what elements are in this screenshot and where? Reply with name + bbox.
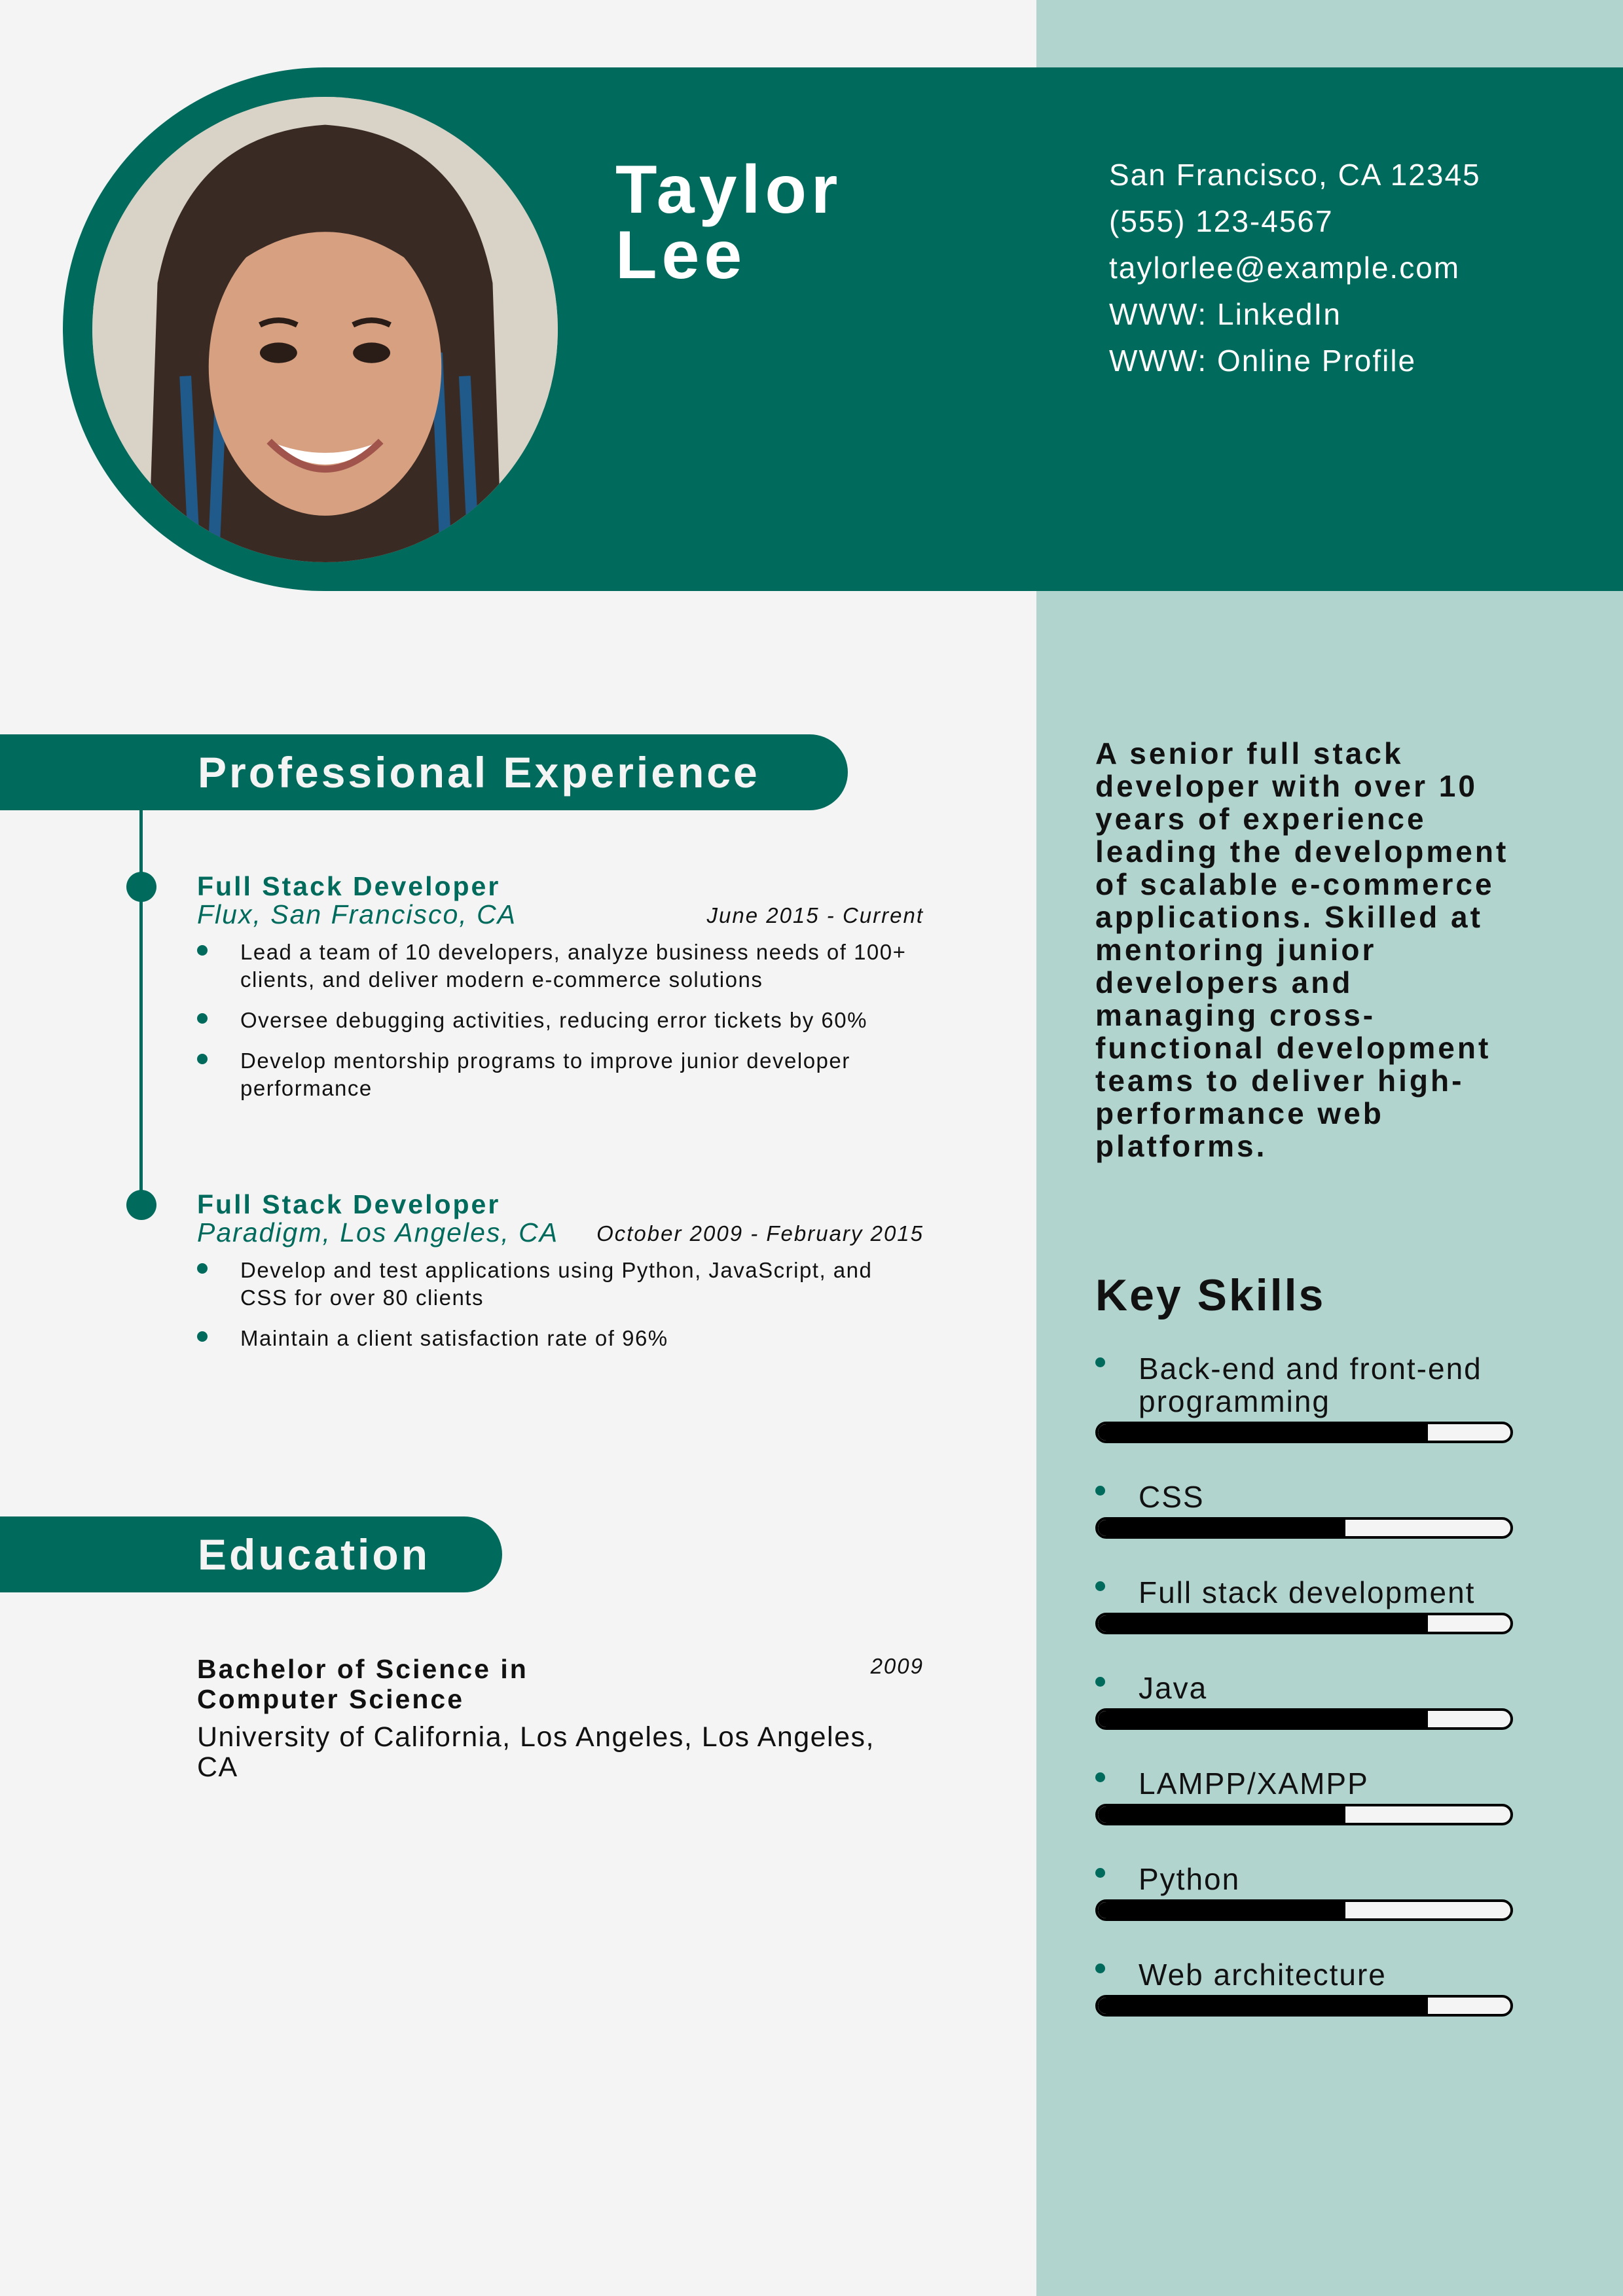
timeline-line bbox=[139, 810, 143, 1206]
skill-label: Back-end and front-end programming bbox=[1095, 1352, 1513, 1418]
skill-label: Web architecture bbox=[1095, 1958, 1513, 1991]
contact-address: San Francisco, CA 12345 bbox=[1109, 158, 1481, 192]
skill-bar bbox=[1095, 1708, 1513, 1730]
timeline-dot bbox=[126, 872, 156, 902]
last-name: Lee bbox=[615, 217, 747, 293]
job-entry bbox=[197, 1190, 924, 1365]
skill-bar bbox=[1095, 1804, 1513, 1825]
job-dates: October 2009 - February 2015 bbox=[596, 1221, 924, 1246]
skill-bar-fill bbox=[1098, 1806, 1345, 1823]
job-title: Full Stack Developer bbox=[197, 871, 501, 901]
skill-label: CSS bbox=[1095, 1480, 1513, 1513]
skill-bar bbox=[1095, 1517, 1513, 1539]
skill-bar-fill bbox=[1098, 1424, 1428, 1441]
profile-photo bbox=[92, 97, 558, 562]
job-bullets bbox=[197, 1257, 924, 1352]
skill-item bbox=[1095, 1480, 1513, 1539]
contact-online-profile[interactable]: WWW: Online Profile bbox=[1109, 344, 1417, 378]
job-entry bbox=[197, 872, 924, 1115]
job-bullets bbox=[197, 939, 924, 1102]
education-heading: Education bbox=[0, 1516, 502, 1592]
skill-item bbox=[1095, 1767, 1513, 1825]
job-bullet: Maintain a client satisfaction rate of 96% bbox=[197, 1325, 924, 1352]
job-company: Paradigm, Los Angeles, CA bbox=[197, 1217, 559, 1247]
timeline-dot bbox=[126, 1190, 156, 1220]
job-bullet: Develop mentorship programs to improve junior developer performance bbox=[197, 1047, 924, 1102]
experience-heading: Professional Experience bbox=[0, 734, 848, 810]
skill-item bbox=[1095, 1352, 1513, 1443]
skill-bar bbox=[1095, 1995, 1513, 2017]
skill-bar bbox=[1095, 1613, 1513, 1634]
first-name: Taylor bbox=[615, 152, 843, 228]
skill-bar-fill bbox=[1098, 1998, 1428, 2014]
job-dates: June 2015 - Current bbox=[706, 903, 924, 927]
skill-bar-fill bbox=[1098, 1902, 1345, 1918]
skill-item bbox=[1095, 1863, 1513, 1921]
edu-year: 2009 bbox=[870, 1654, 924, 1678]
skill-bar bbox=[1095, 1899, 1513, 1921]
candidate-name bbox=[615, 152, 843, 293]
job-title: Full Stack Developer bbox=[197, 1189, 501, 1219]
skill-bar bbox=[1095, 1422, 1513, 1443]
skill-label: LAMPP/XAMPP bbox=[1095, 1767, 1513, 1800]
contact-info bbox=[1109, 152, 1481, 384]
skill-bar-fill bbox=[1098, 1711, 1428, 1727]
skills-heading: Key Skills bbox=[1095, 1270, 1326, 1320]
job-bullet: Lead a team of 10 developers, analyze business needs of 100+ clients, and deliver modern e-commerce solutions bbox=[197, 939, 924, 994]
skill-item bbox=[1095, 1958, 1513, 2017]
skill-item bbox=[1095, 1576, 1513, 1634]
job-bullet: Oversee debugging activities, reducing error tickets by 60% bbox=[197, 1007, 924, 1034]
summary-text: A senior full stack developer with over 10 years of experience leading the development of scalable e-commerce applications. Skilled at mentoring junior developers and managing cross-functional development teams to deliver high-performance web platforms. bbox=[1095, 736, 1509, 1163]
education-entry bbox=[197, 1654, 924, 1782]
contact-email[interactable]: taylorlee@example.com bbox=[1109, 251, 1461, 285]
skill-label: Full stack development bbox=[1095, 1576, 1513, 1609]
skill-label: Python bbox=[1095, 1863, 1513, 1895]
contact-linkedin[interactable]: WWW: LinkedIn bbox=[1109, 297, 1341, 331]
edu-degree: Bachelor of Science in Computer Science bbox=[197, 1654, 528, 1714]
skill-label: Java bbox=[1095, 1672, 1513, 1704]
edu-school: University of California, Los Angeles, Los Angeles, CA bbox=[197, 1721, 875, 1783]
skill-bar-fill bbox=[1098, 1615, 1428, 1632]
job-company: Flux, San Francisco, CA bbox=[197, 899, 517, 929]
contact-phone: (555) 123-4567 bbox=[1109, 204, 1334, 238]
skill-item bbox=[1095, 1672, 1513, 1730]
skill-bar-fill bbox=[1098, 1520, 1345, 1536]
job-bullet: Develop and test applications using Python, JavaScript, and CSS for over 80 clients bbox=[197, 1257, 924, 1312]
